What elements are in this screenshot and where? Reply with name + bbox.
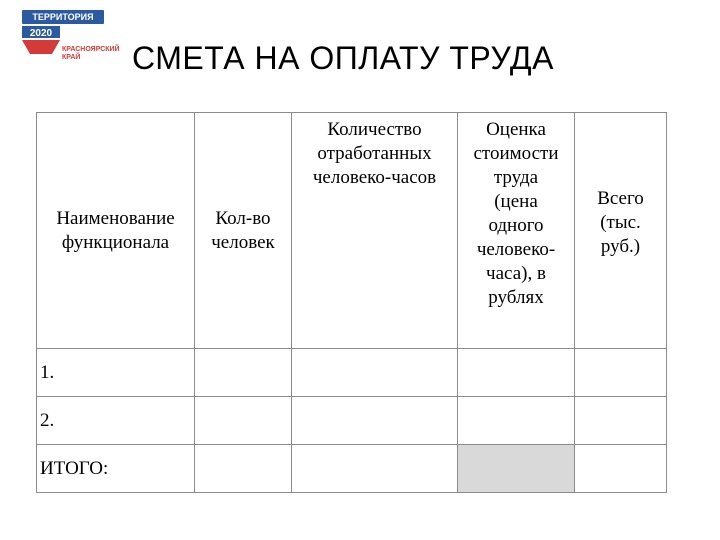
row-rate-cell-shaded	[458, 445, 575, 493]
table-row	[37, 349, 667, 397]
territory-2020-logo	[22, 10, 132, 70]
row-rate-cell	[458, 397, 575, 445]
row-total-cell	[575, 445, 667, 493]
logo-banner: ТЕРРИТОРИЯ	[22, 10, 104, 24]
row-count-cell	[195, 349, 292, 397]
row-label: 1.	[37, 349, 195, 397]
row-label: ИТОГО:	[37, 445, 195, 493]
header-hours: Количество отработанных человеко-часов	[292, 113, 458, 349]
header-name: Наименование функционала	[37, 113, 195, 349]
estimate-table	[36, 112, 667, 493]
table-header-row	[37, 113, 667, 349]
row-total-cell	[575, 397, 667, 445]
row-hours-cell	[292, 445, 458, 493]
row-hours-cell	[292, 349, 458, 397]
row-hours-cell	[292, 397, 458, 445]
row-label: 2.	[37, 397, 195, 445]
header-total: Всего (тыс. руб.)	[575, 113, 667, 349]
header-rate: Оценка стоимости труда (цена одного человеко- часа), в рублях	[458, 113, 575, 349]
logo-year: 2020	[29, 28, 53, 39]
page-title: СМЕТА НА ОПЛАТУ ТРУДА	[132, 40, 554, 76]
row-rate-cell	[458, 349, 575, 397]
logo-region: КРАСНОЯРСКИЙ КРАЙ	[62, 46, 120, 61]
table-row-total	[37, 445, 667, 493]
logo-mark-icon	[22, 26, 62, 56]
row-total-cell	[575, 349, 667, 397]
header-count: Кол-во человек	[195, 113, 292, 349]
row-count-cell	[195, 445, 292, 493]
table-row	[37, 397, 667, 445]
row-count-cell	[195, 397, 292, 445]
